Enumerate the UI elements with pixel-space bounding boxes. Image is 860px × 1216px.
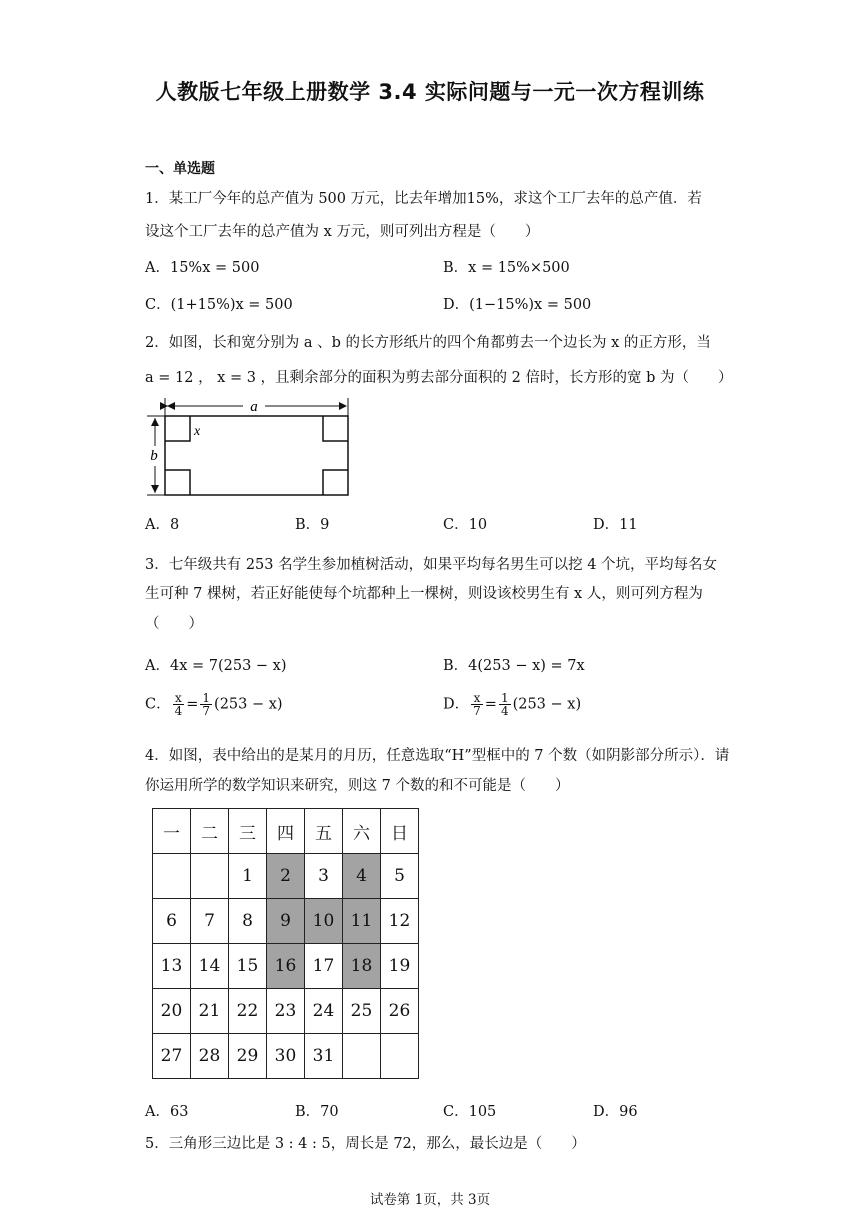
q4-option-b: B．70 bbox=[295, 1104, 339, 1120]
calendar-day-cell: 30 bbox=[267, 1034, 305, 1079]
rectangle-figure bbox=[145, 396, 360, 506]
q3-option-d: D． $\frac{x}{7}$ = $\frac{1}{4}$ (253 − x) bbox=[443, 691, 582, 718]
q3-text-line2: 生可种 7 棵树，若正好能使每个坑都种上一棵树，则设该校男生有 x 人，则可列方程为 bbox=[145, 586, 703, 602]
label-x: x bbox=[194, 424, 201, 439]
calendar-day-cell: 4 bbox=[343, 854, 381, 899]
calendar-weekday: 五 bbox=[305, 809, 343, 854]
calendar-day-cell: 24 bbox=[305, 989, 343, 1034]
calendar-week-row bbox=[153, 899, 419, 944]
calendar-day-cell: 8 bbox=[229, 899, 267, 944]
calendar-day-cell: 27 bbox=[153, 1034, 191, 1079]
calendar-week-row bbox=[153, 989, 419, 1034]
calendar-day-cell bbox=[153, 854, 191, 899]
calendar-weekday: 四 bbox=[267, 809, 305, 854]
calendar-weekday: 六 bbox=[343, 809, 381, 854]
q1-option-a: A．15%x = 500 bbox=[145, 260, 260, 276]
calendar-day-cell: 14 bbox=[191, 944, 229, 989]
calendar-day-cell: 7 bbox=[191, 899, 229, 944]
calendar-day-cell: 26 bbox=[381, 989, 419, 1034]
q3-option-b: B．4(253 − x) = 7x bbox=[443, 658, 585, 674]
q2-option-c: C．10 bbox=[443, 517, 488, 533]
q4-text-line1: 4．如图，表中给出的是某月的月历，任意选取“H”型框中的 7 个数（如阴影部分所示）．请 bbox=[145, 748, 730, 764]
q2-text-line2: a = 12 ， x = 3 ，且剩余部分的面积为剪去部分面积的 2 倍时，长方形的宽 b 为（ ） bbox=[145, 370, 733, 386]
q3-text-line1: 3．七年级共有 253 名学生参加植树活动，如果平均每名男生可以挖 4 个坑，平均每名女 bbox=[145, 557, 718, 573]
calendar-weekday: 三 bbox=[229, 809, 267, 854]
calendar-day-cell: 25 bbox=[343, 989, 381, 1034]
calendar-day-cell: 10 bbox=[305, 899, 343, 944]
calendar-day-cell: 17 bbox=[305, 944, 343, 989]
calendar-day-cell: 23 bbox=[267, 989, 305, 1034]
q1-option-b: B．x = 15%×500 bbox=[443, 260, 570, 276]
fraction: $\frac{x}{4}$ bbox=[174, 691, 183, 718]
calendar-day-cell bbox=[343, 1034, 381, 1079]
q3-option-c: C． $\frac{x}{4}$ = $\frac{1}{7}$ (253 − x) bbox=[145, 691, 283, 718]
q4-text-line2: 你运用所学的数学知识来研究，则这 7 个数的和不可能是（ ） bbox=[145, 778, 570, 794]
calendar-day-cell: 20 bbox=[153, 989, 191, 1034]
calendar-day-cell: 9 bbox=[267, 899, 305, 944]
q3-option-a: A．4x = 7(253 − x) bbox=[145, 658, 287, 674]
q2-text-line1: 2．如图，长和宽分别为 a 、b 的长方形纸片的四个角都剪去一个边长为 x 的正方形，当 bbox=[145, 335, 711, 351]
q1-option-c: C．(1+15%)x = 500 bbox=[145, 297, 293, 313]
calendar-day-cell: 15 bbox=[229, 944, 267, 989]
calendar-day-cell: 12 bbox=[381, 899, 419, 944]
calendar-day-cell: 22 bbox=[229, 989, 267, 1034]
calendar-day-cell bbox=[191, 854, 229, 899]
calendar-table bbox=[152, 808, 419, 1079]
q5-text-line1: 5．三角形三边比是 3 : 4 : 5，周长是 72，那么，最长边是（ ） bbox=[145, 1136, 586, 1152]
calendar-day-cell: 28 bbox=[191, 1034, 229, 1079]
calendar-week-row bbox=[153, 854, 419, 899]
page-footer: 试卷第 1页，共 3页 bbox=[369, 1192, 491, 1208]
q1-option-d: D．(1−15%)x = 500 bbox=[443, 297, 592, 313]
calendar-weekday: 日 bbox=[381, 809, 419, 854]
calendar-day-cell: 1 bbox=[229, 854, 267, 899]
calendar-day-cell: 31 bbox=[305, 1034, 343, 1079]
label-b: b bbox=[150, 448, 158, 464]
q1-text-line2: 设这个工厂去年的总产值为 x 万元，则可列出方程是（ ） bbox=[145, 224, 540, 240]
calendar-day-cell: 19 bbox=[381, 944, 419, 989]
calendar-day-cell: 13 bbox=[153, 944, 191, 989]
label-a: a bbox=[250, 399, 258, 415]
section-heading: 一、单选题 bbox=[145, 161, 215, 177]
calendar-day-cell bbox=[381, 1034, 419, 1079]
calendar-day-cell: 16 bbox=[267, 944, 305, 989]
fraction: $\frac{x}{7}$ bbox=[473, 691, 481, 718]
q4-option-a: A．63 bbox=[145, 1104, 189, 1120]
fraction: $\frac{1}{4}$ bbox=[500, 691, 509, 718]
calendar-day-cell: 11 bbox=[343, 899, 381, 944]
calendar-week-row bbox=[153, 944, 419, 989]
q1-text-line1: 1．某工厂今年的总产值为 500 万元，比去年增加15%，求这个工厂去年的总产值．若 bbox=[145, 191, 702, 207]
q3-text-line3: （ ） bbox=[145, 616, 203, 632]
calendar-day-cell: 21 bbox=[191, 989, 229, 1034]
page-title: 人教版七年级上册数学 3.4 实际问题与一元一次方程训练 bbox=[155, 80, 705, 104]
calendar-day-cell: 3 bbox=[305, 854, 343, 899]
q4-option-d: D．96 bbox=[593, 1104, 638, 1120]
q2-option-a: A．8 bbox=[145, 517, 180, 533]
calendar-day-cell: 5 bbox=[381, 854, 419, 899]
calendar-day-cell: 6 bbox=[153, 899, 191, 944]
fraction: $\frac{1}{7}$ bbox=[202, 691, 211, 718]
q4-option-c: C．105 bbox=[443, 1104, 497, 1120]
q2-option-b: B．9 bbox=[295, 517, 330, 533]
calendar-weekday: 二 bbox=[191, 809, 229, 854]
calendar-day-cell: 2 bbox=[267, 854, 305, 899]
calendar-day-cell: 18 bbox=[343, 944, 381, 989]
q2-option-d: D．11 bbox=[593, 517, 638, 533]
calendar-day-cell: 29 bbox=[229, 1034, 267, 1079]
calendar-week-row bbox=[153, 1034, 419, 1079]
calendar-weekday: 一 bbox=[153, 809, 191, 854]
calendar-header-row bbox=[153, 809, 419, 854]
